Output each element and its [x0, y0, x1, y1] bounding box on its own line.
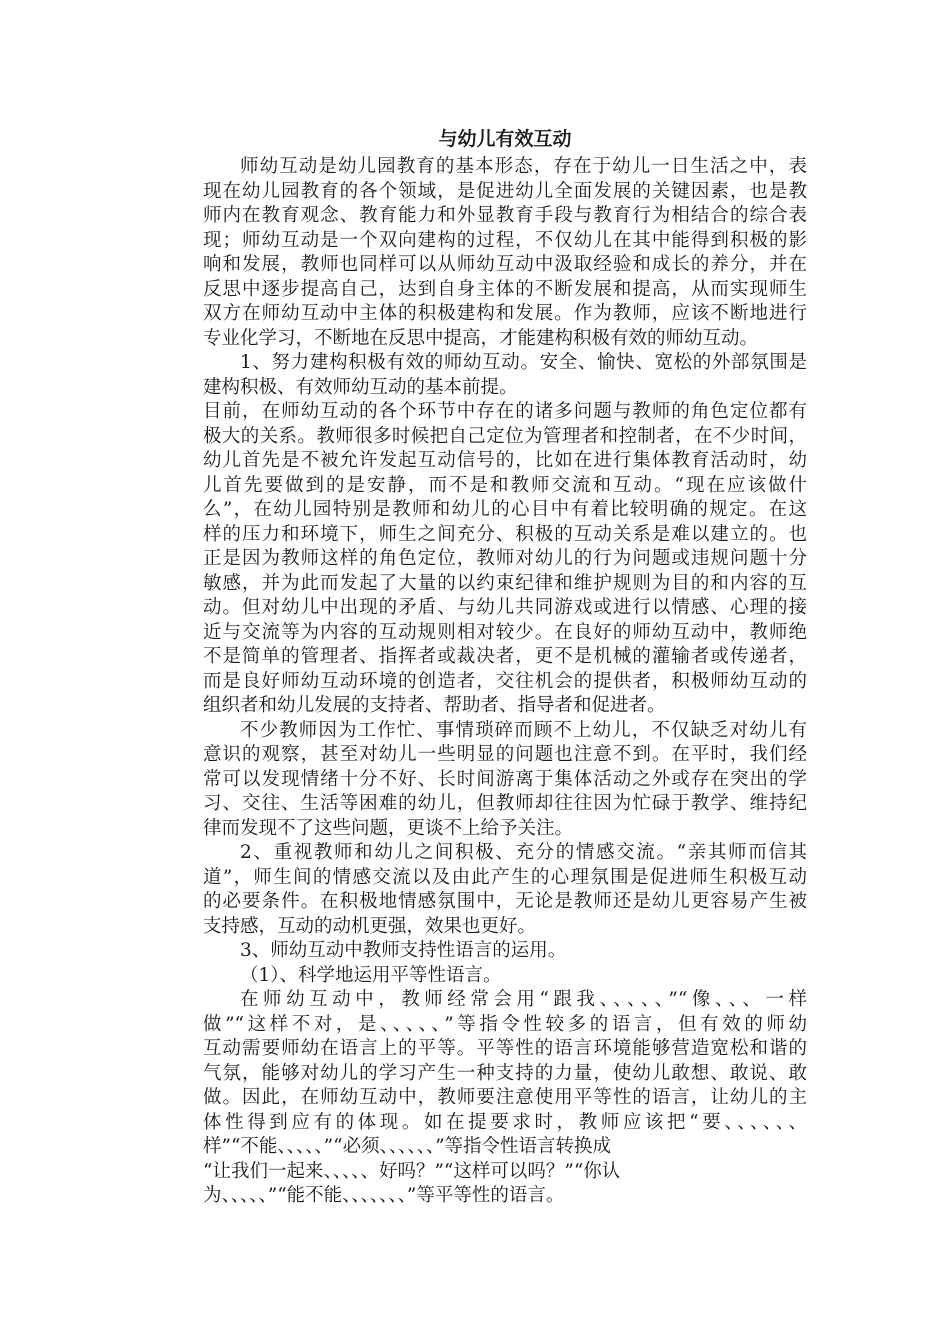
text-line: 反思中逐步提高自己，达到自身主体的不断发展和提高，从而实现师生: [203, 278, 807, 300]
text-line: 现在幼儿园教育的各个领域，是促进幼儿全面发展的关键因素，也是教: [203, 180, 807, 202]
text-line: 为、、、、、”“能不能、、、、、、、”等平等性的语言。: [203, 1185, 565, 1206]
text-line: 目前，在师幼互动的各个环节中存在的诸多问题与教师的角色定位都有: [203, 401, 807, 422]
text-line: 样”“不能、、、、、”“必须、、、、、、”等指令性语言转换成: [203, 1136, 612, 1157]
text-line: 不少教师因为工作忙、事情琐碎而顾不上幼儿，不仅缺乏对幼儿有: [240, 719, 807, 741]
text-line: 么”，在幼儿园特别是教师和幼儿的心目中有着比较明确的规定。在这: [203, 499, 807, 520]
text-line: 专业化学习，不断地在反思中提高，才能建构积极有效的师幼互动。: [203, 327, 759, 349]
text-line: 幼儿首先是不被允许发起互动信号的，比如在进行集体教育活动时，幼: [203, 450, 807, 471]
text-line: 儿首先要做到的是安静，而不是和教师交流和互动。“现在应该做什: [203, 474, 807, 496]
text-line: 3、师幼互动中教师支持性语言的运用。: [240, 940, 567, 961]
text-line: （1）、科学地运用平等性语言。: [240, 964, 502, 986]
text-line: 极大的关系。教师很多时候把自己定位为管理者和控制者，在不少时间，: [203, 425, 807, 447]
text-line: “让我们一起来、、、、、好吗？”“这样可以吗？”“你认: [203, 1160, 621, 1182]
document-title: 与幼儿有效互动: [438, 128, 572, 150]
text-line: 做”“这样不对，是、、、、、”等指令性较多的语言，但有效的师幼: [203, 1013, 807, 1035]
text-line: 双方在师幼互动中主体的积极建构和发展。作为教师，应该不断地进行: [203, 303, 807, 324]
document-page: [203, 123, 807, 1209]
text-line: 1、努力建构积极有效的师幼互动。安全、愉快、宽松的外部氛围是: [240, 352, 807, 373]
text-line: 组织者和幼儿发展的支持者、帮助者、指导者和促进者。: [203, 695, 666, 716]
text-line: 而是良好师幼互动环境的创造者，交往机会的提供者，积极师幼互动的: [203, 670, 807, 692]
document-body: [203, 155, 807, 1209]
text-line: 意识的观察，甚至对幼儿一些明显的问题也注意不到。在平时，我们经: [203, 744, 807, 765]
text-line: 响和发展，教师也同样可以从师幼互动中汲取经验和成长的养分，并在: [203, 254, 807, 275]
text-line: 动。但对幼儿中出现的矛盾、与幼儿共同游戏或进行以情感、心理的接: [203, 597, 807, 618]
text-line: 在师幼互动中，教师经常会用“跟我、、、、、”“像、、、一样: [240, 989, 807, 1010]
text-line: 师内在教育观念、教育能力和外显教育手段与教育行为相结合的综合表: [203, 205, 807, 226]
text-line: 习、交往、生活等困难的幼儿，但教师却往往因为忙碌于教学、维持纪: [203, 793, 807, 814]
text-line: 敏感，并为此而发起了大量的以约束纪律和维护规则为目的和内容的互: [203, 572, 807, 594]
text-line: 2、重视教师和幼儿之间积极、充分的情感交流。“亲其师而信其: [240, 842, 807, 863]
text-line: 常可以发现情绪十分不好、长时间游离于集体活动之外或存在突出的学: [203, 768, 807, 790]
text-line: 律而发现不了这些问题，更谈不上给予关注。: [203, 817, 574, 839]
text-line: 道”，师生间的情感交流以及由此产生的心理氛围是促进师生积极互动: [203, 866, 807, 888]
text-line: 体性得到应有的体现。如在提要求时，教师应该把“要、、、、、、: [203, 1111, 807, 1133]
text-line: 的必要条件。在积极地情感氛围中，无论是教师还是幼儿更容易产生被: [203, 891, 807, 912]
text-line: 不是简单的管理者、指挥者或裁决者，更不是机械的灌输者或传递者，: [203, 646, 807, 667]
text-line: 支持感，互动的动机更强，效果也更好。: [203, 915, 537, 937]
text-line: 建构积极、有效师幼互动的基本前提。: [203, 376, 518, 398]
text-line: 互动需要师幼在语言上的平等。平等性的语言环境能够营造宽松和谐的: [203, 1038, 807, 1059]
text-line: 做。因此，在师幼互动中，教师要注意使用平等性的语言，让幼儿的主: [203, 1087, 807, 1108]
text-line: 现；师幼互动是一个双向建构的过程，不仅幼儿在其中能得到积极的影: [203, 229, 807, 251]
text-line: 正是因为教师这样的角色定位，教师对幼儿的行为问题或违规问题十分: [203, 548, 807, 569]
text-line: 气氛，能够对幼儿的学习产生一种支持的力量，使幼儿敢想、敢说、敢: [203, 1062, 807, 1084]
text-line: 近与交流等为内容的互动规则相对较少。在良好的师幼互动中，教师绝: [203, 621, 807, 643]
text-line: 师幼互动是幼儿园教育的基本形态，存在于幼儿一日生活之中，表: [240, 156, 807, 177]
text-line: 样的压力和环境下，师生之间充分、积极的互动关系是难以建立的。也: [203, 523, 807, 545]
